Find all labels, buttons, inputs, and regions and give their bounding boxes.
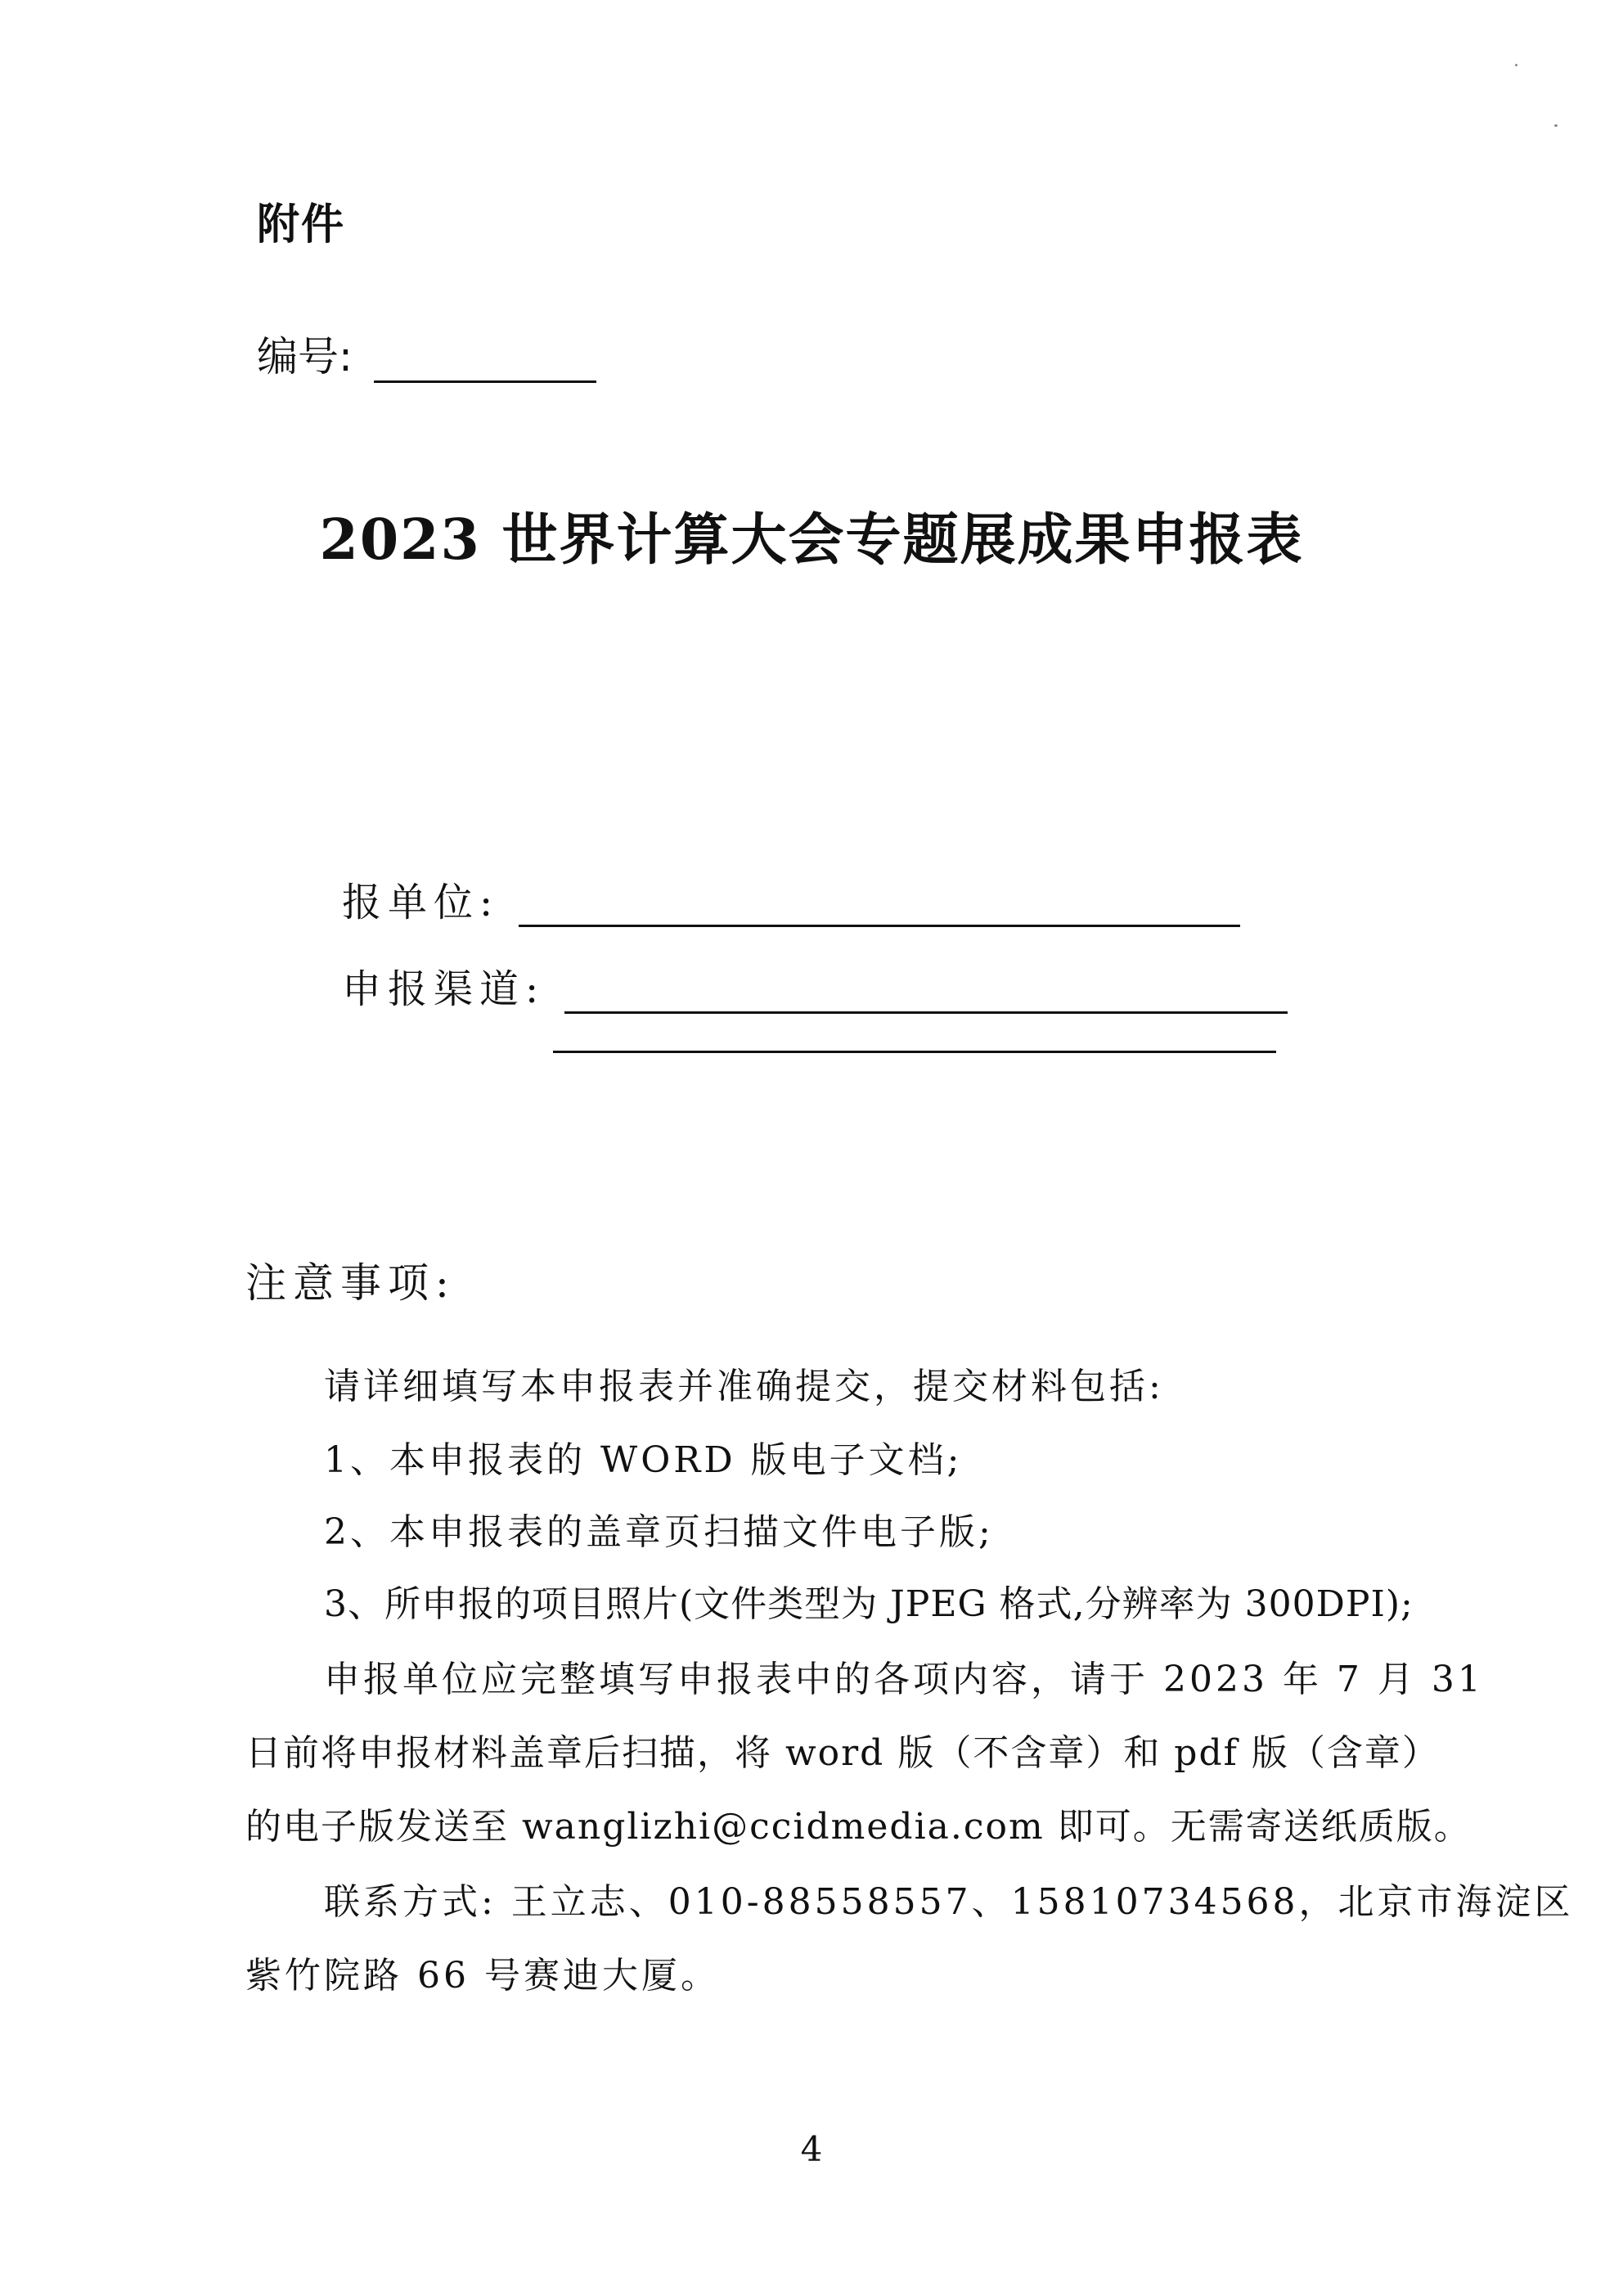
notes-intro: 请详细填写本申报表并准确提交，提交材料包括: [324, 1366, 1164, 1407]
channel-blank-line-1[interactable] [564, 979, 1288, 1014]
number-blank-line[interactable] [374, 348, 596, 383]
requirement-line-3: 的电子版发送至 wanglizhi@ccidmedia.com 即可。无需寄送纸质版。 [245, 1806, 1472, 1848]
unit-label: 报单位: [342, 880, 500, 925]
scan-speck [1554, 124, 1558, 127]
note-item-3: 3、所申报的项目照片(文件类型为 JPEG 格式,分辨率为 300DPI); [324, 1583, 1414, 1625]
note-item-1: 1、本申报表的 WORD 版电子文档; [324, 1439, 963, 1481]
notes-heading: 注意事项: [245, 1259, 456, 1307]
scan-speck [1515, 64, 1517, 66]
unit-row [342, 871, 1240, 927]
contact-line-1: 联系方式: 王立志、010-88558557、15810734568，北京市海淀区 [324, 1881, 1574, 1923]
number-label: 编号: [257, 333, 353, 380]
contact-line-2: 紫竹院路 66 号赛迪大厦。 [245, 1955, 720, 1997]
attachment-label: 附件 [257, 200, 346, 250]
page-title: 2023 世界计算大会专题展成果申报表 [319, 507, 1304, 573]
unit-blank-line[interactable] [519, 892, 1240, 927]
channel-blank-line-2[interactable] [553, 1051, 1276, 1053]
channel-label: 申报渠道: [342, 966, 546, 1012]
page-number: 4 [800, 2129, 823, 2169]
note-item-2: 2、本申报表的盖章页扫描文件电子版; [324, 1511, 994, 1553]
number-row [257, 324, 596, 383]
requirement-line-2: 日前将申报材料盖章后扫描，将 word 版（不含章）和 pdf 版（含章） [245, 1732, 1440, 1774]
requirement-line-1: 申报单位应完整填写申报表中的各项内容，请于 2023 年 7 月 31 [324, 1659, 1484, 1700]
channel-row [342, 957, 1288, 1014]
